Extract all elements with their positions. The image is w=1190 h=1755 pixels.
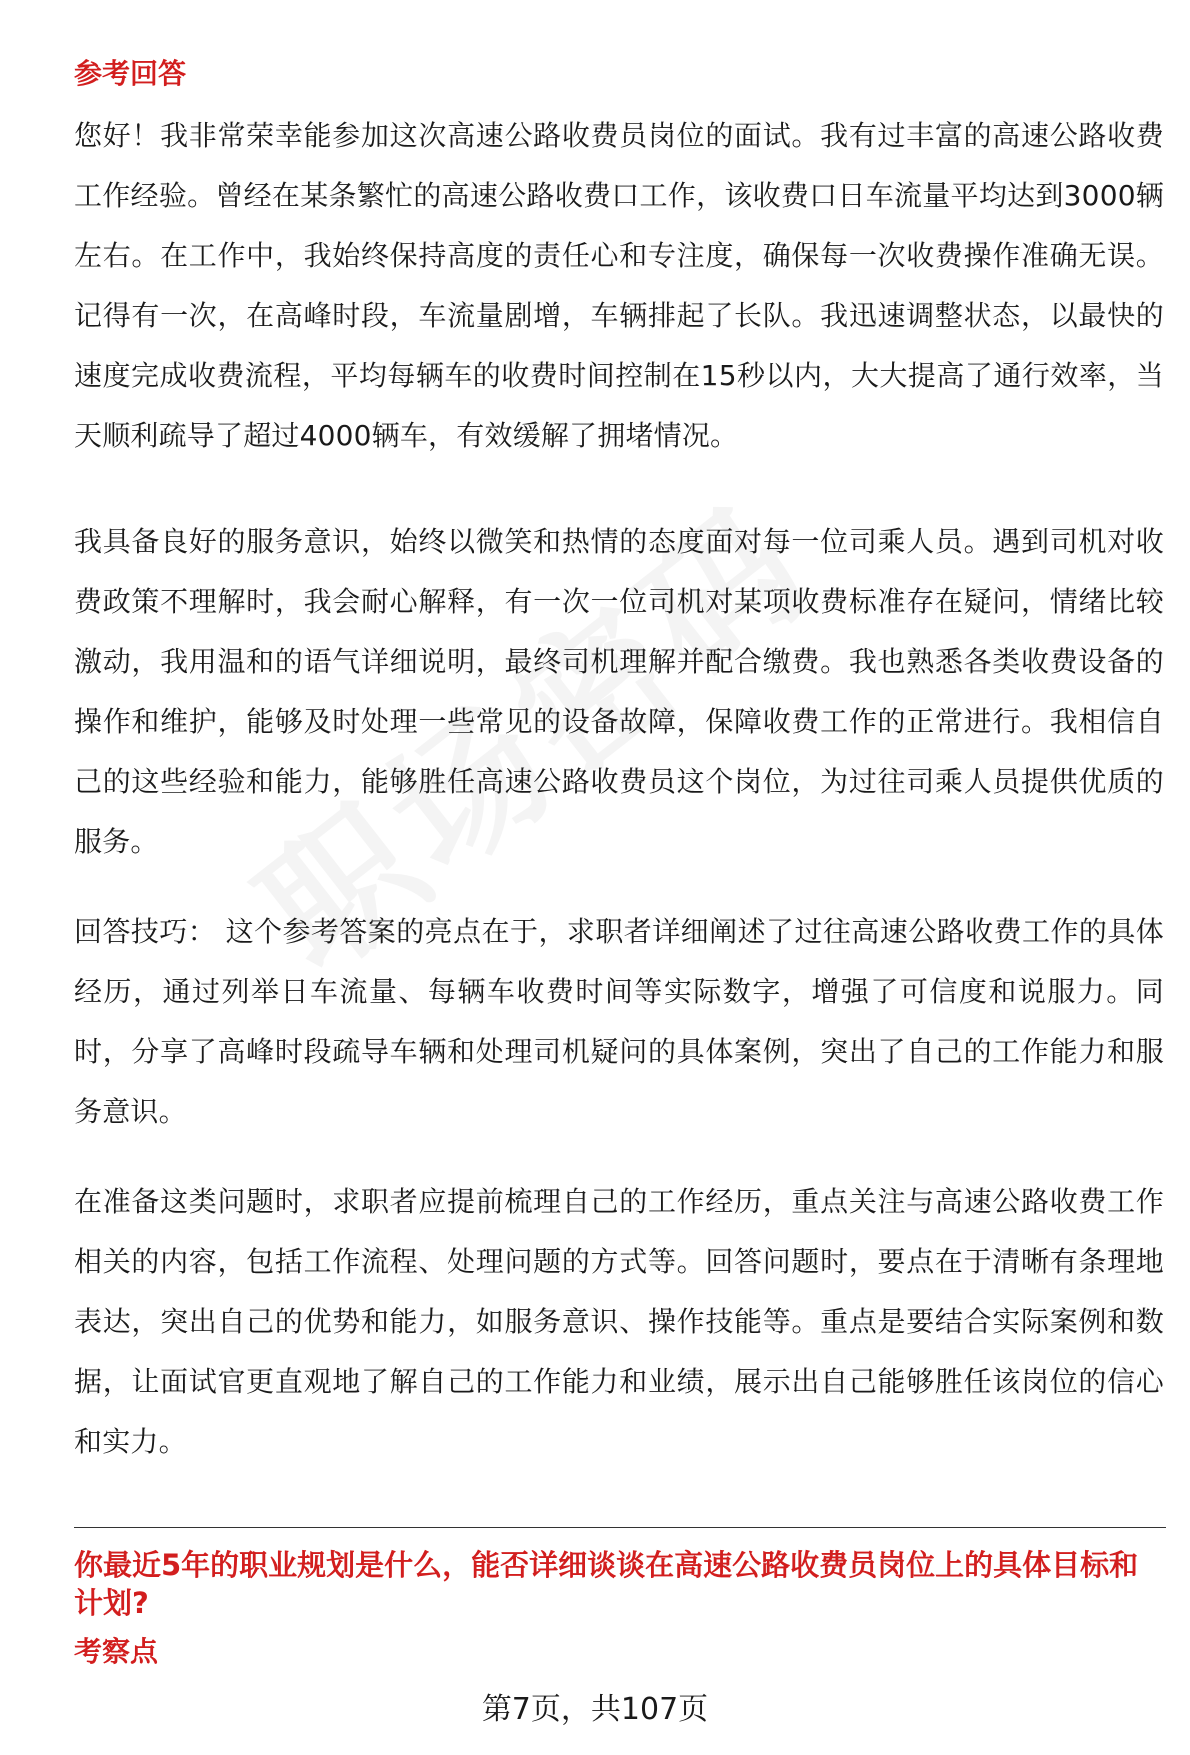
page-number-footer: 第7页，共107页 (481, 1692, 709, 1727)
answer-paragraph-2: 我具备良好的服务意识，始终以微笑和热情的态度面对每一位司乘人员。遇到司机对收费政策不理解时，我会耐心解释，有一次一位司机对某项收费标准存在疑问，情绪比较激动，我用温和的语气详细说明，最终司机理解并配合缴费。我也熟悉各类收费设备的操作和维护，能够及时处理一些常见的设备故障，保障收费工作的正常进行。我相信自己的这些经验和能力，能够胜任高速公路收费员这个岗位，为过往司乘人员提供优质的服务。 (74, 525, 1164, 858)
next-question-title: 你最近5年的职业规划是什么，能否详细谈谈在高速公路收费员岗位上的具体目标和计划? (74, 1548, 1139, 1620)
preparation-paragraph: 在准备这类问题时，求职者应提前梳理自己的工作经历，重点关注与高速公路收费工作相关的内容，包括工作流程、处理问题的方式等。回答问题时，要点在于清晰有条理地表达，突出自己的优势和能力，如服务意识、操作技能等。重点是要结合实际案例和数据，让面试官更直观地了解自己的工作能力和业绩，展示出自己能够胜任该岗位的信心和实力。 (74, 1185, 1164, 1458)
answer-paragraph-1: 您好！我非常荣幸能参加这次高速公路收费员岗位的面试。我有过丰富的高速公路收费工作经验。曾经在某条繁忙的高速公路收费口工作，该收费口日车流量平均达到3000辆左右。在工作中，我始终保持高度的责任心和专注度，确保每一次收费操作准确无误。记得有一次，在高峰时段，车流量剧增，车辆排起了长队。我迅速调整状态，以最快的速度完成收费流程，平均每辆车的收费时间控制在15秒以内，大大提高了通行效率，当天顺利疏导了超过4000辆车，有效缓解了拥堵情况。 (74, 119, 1164, 452)
section-heading-assessment-points: 考察点 (74, 1635, 159, 1668)
tips-paragraph: 回答技巧： 这个参考答案的亮点在于，求职者详细阐述了过往高速公路收费工作的具体经历，通过列举日车流量、每辆车收费时间等实际数字，增强了可信度和说服力。同时，分享了高峰时段疏导车辆和处理司机疑问的具体案例，突出了自己的工作能力和服务意识。 (74, 915, 1164, 1128)
section-divider (74, 1527, 1166, 1528)
section-heading-reference-answer: 参考回答 (74, 57, 187, 90)
